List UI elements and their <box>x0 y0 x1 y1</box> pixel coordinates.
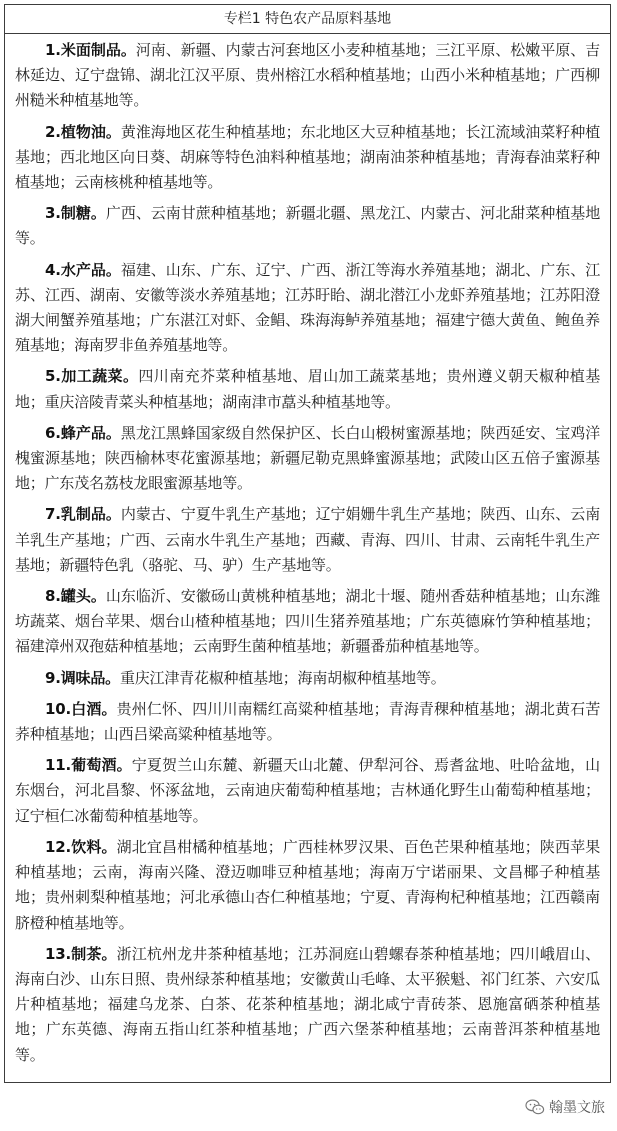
list-item <box>15 201 600 251</box>
list-item <box>15 364 600 414</box>
document-table <box>4 4 611 1083</box>
watermark-text: 翰墨文旅 <box>549 1100 605 1116</box>
list-item <box>15 258 600 359</box>
item-text: 河南、新疆、内蒙古河套地区小麦种植基地；三江平原、松嫩平原、吉林延边、辽宁盘锦、湖北江汉平原、贵州榕江水稻种植基地；山西小米种植基地；广西柳州糙米种植基地等。 <box>15 41 600 110</box>
list-item <box>15 38 600 114</box>
item-text: 湖北宜昌柑橘种植基地；广西桂林罗汉果、百色芒果种植基地；陕西苹果种植基地；云南，海南兴隆、澄迈咖啡豆种植基地；海南万宁诺丽果、文昌椰子种植基地；贵州刺梨种植基地；河北承德山杏仁种植基地；宁夏、青海枸杞种植基地；江西赣南脐橙种植基地等。 <box>15 837 601 932</box>
list-item <box>15 942 600 1068</box>
item-heading: 13.制茶。 <box>45 944 117 963</box>
list-item <box>15 421 600 497</box>
list-item <box>15 835 600 936</box>
item-heading: 6.蜂产品。 <box>45 423 121 442</box>
item-text: 内蒙古、宁夏牛乳生产基地；辽宁娟姗牛乳生产基地；陕西、山东、云南羊乳生产基地；广西、云南水牛乳生产基地；西藏、青海、四川、甘肃、云南牦牛乳生产基地；新疆特色乳（骆驼、马、驴）生产基地等。 <box>15 505 601 574</box>
item-heading: 3.制糖。 <box>45 204 106 223</box>
item-heading: 8.罐头。 <box>45 587 106 606</box>
list-item <box>15 584 600 660</box>
item-heading: 11.葡萄酒。 <box>45 756 132 775</box>
list-item <box>15 697 600 747</box>
item-text: 广西、云南甘蔗种植基地；新疆北疆、黑龙江、内蒙古、河北甜菜种植基地等。 <box>15 204 600 248</box>
item-heading: 12.饮料。 <box>45 837 117 856</box>
item-text: 山东临沂、安徽砀山黄桃种植基地；湖北十堰、随州香菇种植基地；山东潍坊蔬菜、烟台苹果、烟台山楂种植基地；四川生猪养殖基地；广东英德麻竹笋种植基地；福建漳州双孢菇种植基地；云南野生菌种植基地；新疆番茄种植基地等。 <box>15 587 600 656</box>
item-text: 重庆江津青花椒种植基地；海南胡椒种植基地等。 <box>119 668 446 687</box>
list-item <box>15 666 600 691</box>
list-item <box>15 120 600 196</box>
list-item <box>15 753 600 829</box>
watermark <box>523 1097 607 1117</box>
item-heading: 1.米面制品。 <box>45 41 136 59</box>
item-text: 浙江杭州龙井茶种植基地；江苏洞庭山碧螺春茶种植基地；四川峨眉山、海南白沙、山东日照、贵州绿茶种植基地；安徽黄山毛峰、太平猴魁、祁门红茶、六安瓜片种植基地；福建乌龙茶、白茶、花茶种植基地；湖北咸宁青砖茶、恩施富硒茶种植基地；广东英德、海南五指山红茶种植基地；广西六堡茶种植基地；云南普洱茶种植基地等。 <box>15 944 601 1064</box>
item-heading: 9.调味品。 <box>45 668 120 687</box>
item-heading: 2.植物油。 <box>45 122 121 141</box>
item-heading: 5.加工蔬菜。 <box>45 367 139 386</box>
item-heading: 4.水产品。 <box>45 260 121 279</box>
item-text: 贵州仁怀、四川川南糯红高粱种植基地；青海青稞种植基地；湖北黄石苦荞种植基地；山西吕梁高粱种植基地等。 <box>15 699 601 744</box>
item-text: 宁夏贺兰山东麓、新疆天山北麓、伊犁河谷、焉耆盆地、吐哈盆地，山东烟台，河北昌黎、怀涿盆地，云南迪庆葡萄种植基地；吉林通化野生山葡萄种植基地；辽宁桓仁冰葡萄种植基地等。 <box>15 756 600 825</box>
item-text: 黑龙江黑蜂国家级自然保护区、长白山椴树蜜源基地；陕西延安、宝鸡洋槐蜜源基地；陕西榆林枣花蜜源基地；新疆尼勒克黑蜂蜜源基地；武陵山区五倍子蜜源基地；广东茂名荔枝龙眼蜜源基地等。 <box>15 423 601 493</box>
item-heading: 7.乳制品。 <box>45 505 121 524</box>
item-text: 福建、山东、广东、辽宁、广西、浙江等海水养殖基地；湖北、广东、江苏、江西、湖南、安徽等淡水养殖基地；江苏盱眙、湖北潜江小龙虾养殖基地；江苏阳澄湖大闸蟹养殖基地；广东湛江对虾、金鲳、珠海海鲈养殖基地；福建宁德大黄鱼、鲍鱼养殖基地；海南罗非鱼养殖基地等。 <box>15 260 601 355</box>
item-text: 黄淮海地区花生种植基地；东北地区大豆种植基地；长江流域油菜籽种植基地；西北地区向日葵、胡麻等特色油料种植基地；湖南油茶种植基地；青海春油菜籽种植基地；云南核桃种植基地等。 <box>15 122 601 192</box>
wechat-icon <box>525 1098 545 1116</box>
item-heading: 10.白酒。 <box>45 699 117 718</box>
page-title: 专栏1 特色农产品原料基地 <box>5 5 610 34</box>
item-text: 四川南充芥菜种植基地、眉山加工蔬菜基地；贵州遵义朝天椒种植基地；重庆涪陵青菜头种植基地；湖南津市藠头种植基地等。 <box>15 367 600 411</box>
item-list <box>5 34 610 1082</box>
list-item <box>15 502 600 578</box>
